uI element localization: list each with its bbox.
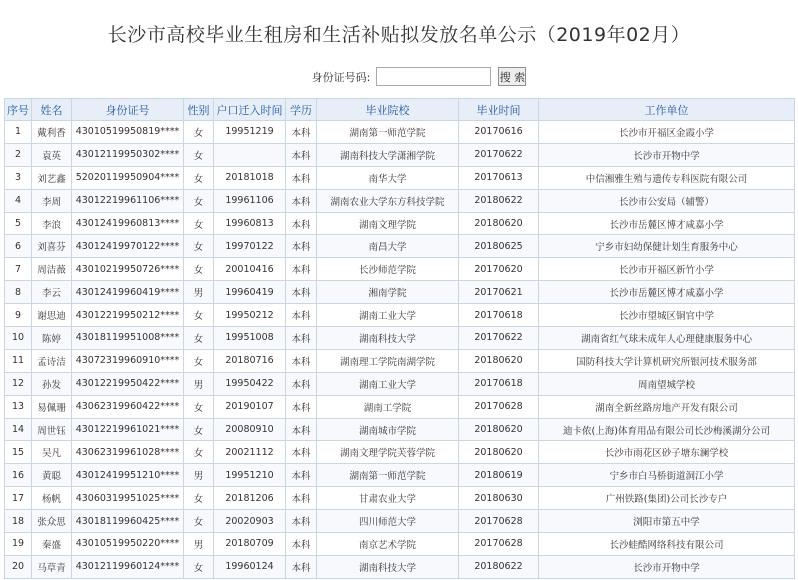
cell-degree: 本科 bbox=[286, 487, 317, 510]
cell-gender: 男 bbox=[184, 281, 214, 304]
cell-hukou-date: 19951210 bbox=[214, 464, 286, 487]
cell-gender: 女 bbox=[184, 418, 214, 441]
cell-employer: 长沙市望城区铜官中学 bbox=[539, 304, 795, 327]
table-row bbox=[5, 510, 795, 533]
cell-gender: 女 bbox=[184, 441, 214, 464]
cell-name: 孙发 bbox=[32, 372, 72, 395]
cell-degree: 本科 bbox=[286, 166, 317, 189]
cell-grad-date: 20170618 bbox=[459, 372, 539, 395]
cell-gender: 女 bbox=[184, 395, 214, 418]
cell-id-number: 43018119960425**** bbox=[72, 510, 184, 533]
cell-id-number: 43012219961106**** bbox=[72, 189, 184, 212]
cell-employer: 长沙市开物中学 bbox=[539, 143, 795, 166]
cell-name: 刘艺鑫 bbox=[32, 166, 72, 189]
cell-index: 6 bbox=[5, 235, 32, 258]
cell-name: 马草青 bbox=[32, 555, 72, 578]
cell-gender: 女 bbox=[184, 487, 214, 510]
cell-employer: 长沙市开福区新竹小学 bbox=[539, 258, 795, 281]
header-id-number: 身份证号 bbox=[72, 99, 184, 121]
cell-name: 易佩珊 bbox=[32, 395, 72, 418]
search-bar bbox=[0, 67, 798, 86]
header-name: 姓名 bbox=[32, 99, 72, 121]
cell-grad-date: 20180622 bbox=[459, 189, 539, 212]
cell-school: 湖南城市学院 bbox=[317, 418, 459, 441]
header-index: 序号 bbox=[5, 99, 32, 121]
cell-school: 湖南工业大学 bbox=[317, 372, 459, 395]
cell-id-number: 43012419970122**** bbox=[72, 235, 184, 258]
cell-name: 周世钰 bbox=[32, 418, 72, 441]
cell-employer: 长沙蛙酷网络科技有限公司 bbox=[539, 533, 795, 556]
table-row bbox=[5, 555, 795, 578]
cell-hukou-date: 19960419 bbox=[214, 281, 286, 304]
cell-index: 2 bbox=[5, 143, 32, 166]
cell-school: 甘肃农业大学 bbox=[317, 487, 459, 510]
cell-id-number: 43012219961021**** bbox=[72, 418, 184, 441]
cell-index: 7 bbox=[5, 258, 32, 281]
cell-index: 15 bbox=[5, 441, 32, 464]
header-degree: 学历 bbox=[286, 99, 317, 121]
cell-hukou-date: 20181206 bbox=[214, 487, 286, 510]
cell-id-number: 43012219950212**** bbox=[72, 304, 184, 327]
table-body bbox=[5, 121, 795, 579]
cell-employer: 迪卡侬(上海)体育用品有限公司长沙梅溪湖分公司 bbox=[539, 418, 795, 441]
cell-degree: 本科 bbox=[286, 533, 317, 556]
id-number-input[interactable] bbox=[376, 67, 491, 86]
cell-school: 湖南第一师范学院 bbox=[317, 464, 459, 487]
cell-school: 湖南第一师范学院 bbox=[317, 121, 459, 144]
cell-school: 湖南科技大学潇湘学院 bbox=[317, 143, 459, 166]
cell-grad-date: 20170621 bbox=[459, 281, 539, 304]
cell-degree: 本科 bbox=[286, 235, 317, 258]
cell-name: 刘喜芬 bbox=[32, 235, 72, 258]
cell-id-number: 43012419960419**** bbox=[72, 281, 184, 304]
cell-hukou-date: 20181018 bbox=[214, 166, 286, 189]
cell-hukou-date: 20020903 bbox=[214, 510, 286, 533]
cell-id-number: 43010519950819**** bbox=[72, 121, 184, 144]
cell-index: 14 bbox=[5, 418, 32, 441]
cell-name: 杨帆 bbox=[32, 487, 72, 510]
cell-degree: 本科 bbox=[286, 464, 317, 487]
cell-name: 戴利香 bbox=[32, 121, 72, 144]
cell-degree: 本科 bbox=[286, 212, 317, 235]
table-row bbox=[5, 212, 795, 235]
cell-gender: 女 bbox=[184, 327, 214, 350]
cell-hukou-date: 20180716 bbox=[214, 349, 286, 372]
cell-index: 16 bbox=[5, 464, 32, 487]
table-row bbox=[5, 533, 795, 556]
cell-degree: 本科 bbox=[286, 121, 317, 144]
cell-id-number: 43072319960910**** bbox=[72, 349, 184, 372]
cell-name: 李周 bbox=[32, 189, 72, 212]
search-button[interactable]: 搜 索 bbox=[498, 67, 526, 86]
cell-school: 南昌大学 bbox=[317, 235, 459, 258]
cell-gender: 女 bbox=[184, 304, 214, 327]
cell-school: 湖南理工学院南湖学院 bbox=[317, 349, 459, 372]
cell-degree: 本科 bbox=[286, 349, 317, 372]
table-row bbox=[5, 281, 795, 304]
header-hukou-date: 户口迁入时间 bbox=[214, 99, 286, 121]
cell-id-number: 43012419951210**** bbox=[72, 464, 184, 487]
header-employer: 工作单位 bbox=[539, 99, 795, 121]
cell-degree: 本科 bbox=[286, 510, 317, 533]
cell-school: 四川师范大学 bbox=[317, 510, 459, 533]
cell-gender: 男 bbox=[184, 372, 214, 395]
cell-name: 秦盛 bbox=[32, 533, 72, 556]
table-row bbox=[5, 349, 795, 372]
cell-grad-date: 20180620 bbox=[459, 212, 539, 235]
cell-gender: 女 bbox=[184, 189, 214, 212]
cell-hukou-date: 19970122 bbox=[214, 235, 286, 258]
cell-index: 13 bbox=[5, 395, 32, 418]
cell-index: 20 bbox=[5, 555, 32, 578]
cell-hukou-date: 19950212 bbox=[214, 304, 286, 327]
cell-degree: 本科 bbox=[286, 418, 317, 441]
cell-grad-date: 20180620 bbox=[459, 418, 539, 441]
table-row bbox=[5, 464, 795, 487]
cell-hukou-date: 19960124 bbox=[214, 555, 286, 578]
cell-name: 谢思迪 bbox=[32, 304, 72, 327]
table-row bbox=[5, 235, 795, 258]
cell-name: 黄聪 bbox=[32, 464, 72, 487]
cell-grad-date: 20180619 bbox=[459, 464, 539, 487]
cell-school: 长沙师范学院 bbox=[317, 258, 459, 281]
table-row bbox=[5, 395, 795, 418]
cell-degree: 本科 bbox=[286, 304, 317, 327]
cell-employer: 长沙市岳麓区博才咸嘉小学 bbox=[539, 281, 795, 304]
table-row bbox=[5, 441, 795, 464]
cell-employer: 湖南全新丝路房地产开发有限公司 bbox=[539, 395, 795, 418]
cell-hukou-date: 19961106 bbox=[214, 189, 286, 212]
cell-hukou-date: 19960813 bbox=[214, 212, 286, 235]
cell-grad-date: 20170622 bbox=[459, 143, 539, 166]
table-row bbox=[5, 121, 795, 144]
cell-id-number: 52020119950904**** bbox=[72, 166, 184, 189]
cell-employer: 长沙市雨花区砂子塘东澜学校 bbox=[539, 441, 795, 464]
cell-grad-date: 20170616 bbox=[459, 121, 539, 144]
cell-index: 11 bbox=[5, 349, 32, 372]
cell-grad-date: 20170618 bbox=[459, 304, 539, 327]
cell-school: 湖南科技大学 bbox=[317, 555, 459, 578]
cell-employer: 宁乡市妇幼保健计划生育服务中心 bbox=[539, 235, 795, 258]
cell-index: 18 bbox=[5, 510, 32, 533]
cell-grad-date: 20170628 bbox=[459, 395, 539, 418]
cell-index: 3 bbox=[5, 166, 32, 189]
cell-degree: 本科 bbox=[286, 189, 317, 212]
cell-index: 10 bbox=[5, 327, 32, 350]
cell-grad-date: 20180622 bbox=[459, 555, 539, 578]
cell-gender: 女 bbox=[184, 555, 214, 578]
cell-gender: 女 bbox=[184, 166, 214, 189]
cell-employer: 浏阳市第五中学 bbox=[539, 510, 795, 533]
cell-name: 袁英 bbox=[32, 143, 72, 166]
cell-name: 陈婷 bbox=[32, 327, 72, 350]
cell-gender: 女 bbox=[184, 121, 214, 144]
table-row bbox=[5, 372, 795, 395]
cell-hukou-date: 20180709 bbox=[214, 533, 286, 556]
cell-grad-date: 20170622 bbox=[459, 327, 539, 350]
cell-degree: 本科 bbox=[286, 327, 317, 350]
cell-school: 湖南文理学院 bbox=[317, 212, 459, 235]
table-row bbox=[5, 143, 795, 166]
cell-hukou-date: 20010416 bbox=[214, 258, 286, 281]
cell-degree: 本科 bbox=[286, 395, 317, 418]
cell-id-number: 43010519950220**** bbox=[72, 533, 184, 556]
cell-name: 李云 bbox=[32, 281, 72, 304]
page-title: 长沙市高校毕业生租房和生活补贴拟发放名单公示（2019年02月） bbox=[107, 24, 691, 46]
id-number-label: 身份证号码: bbox=[311, 70, 371, 84]
table-header-row bbox=[5, 99, 795, 121]
cell-name: 吴凡 bbox=[32, 441, 72, 464]
cell-index: 17 bbox=[5, 487, 32, 510]
cell-grad-date: 20170620 bbox=[459, 258, 539, 281]
cell-grad-date: 20170628 bbox=[459, 533, 539, 556]
header-school: 毕业院校 bbox=[317, 99, 459, 121]
cell-degree: 本科 bbox=[286, 258, 317, 281]
cell-gender: 女 bbox=[184, 510, 214, 533]
cell-degree: 本科 bbox=[286, 372, 317, 395]
cell-employer: 长沙市岳麓区博才咸嘉小学 bbox=[539, 212, 795, 235]
cell-name: 周洁薇 bbox=[32, 258, 72, 281]
cell-id-number: 43012119950302**** bbox=[72, 143, 184, 166]
cell-school: 湖南工学院 bbox=[317, 395, 459, 418]
table-row bbox=[5, 327, 795, 350]
cell-id-number: 43012219950422**** bbox=[72, 372, 184, 395]
cell-id-number: 43018119951008**** bbox=[72, 327, 184, 350]
cell-gender: 女 bbox=[184, 349, 214, 372]
cell-gender: 女 bbox=[184, 143, 214, 166]
cell-employer: 长沙市开福区金霞小学 bbox=[539, 121, 795, 144]
cell-id-number: 43012419960813**** bbox=[72, 212, 184, 235]
cell-employer: 长沙市公安局（辅警） bbox=[539, 189, 795, 212]
cell-employer: 周南望城学校 bbox=[539, 372, 795, 395]
cell-name: 张众思 bbox=[32, 510, 72, 533]
cell-index: 8 bbox=[5, 281, 32, 304]
cell-name: 孟诗洁 bbox=[32, 349, 72, 372]
table-row bbox=[5, 166, 795, 189]
cell-gender: 男 bbox=[184, 533, 214, 556]
cell-degree: 本科 bbox=[286, 441, 317, 464]
cell-employer: 宁乡市白马桥街道洞江小学 bbox=[539, 464, 795, 487]
table-row bbox=[5, 487, 795, 510]
applicant-table bbox=[4, 98, 795, 579]
cell-id-number: 43060319951025**** bbox=[72, 487, 184, 510]
cell-school: 湘南学院 bbox=[317, 281, 459, 304]
cell-index: 1 bbox=[5, 121, 32, 144]
cell-school: 湖南工业大学 bbox=[317, 304, 459, 327]
cell-hukou-date bbox=[214, 143, 286, 166]
cell-degree: 本科 bbox=[286, 143, 317, 166]
cell-employer: 中信湘雅生殖与遗传专科医院有限公司 bbox=[539, 166, 795, 189]
cell-school: 湖南农业大学东方科技学院 bbox=[317, 189, 459, 212]
cell-index: 9 bbox=[5, 304, 32, 327]
cell-employer: 湖南省红气球未成年人心理健康服务中心 bbox=[539, 327, 795, 350]
cell-gender: 男 bbox=[184, 464, 214, 487]
cell-grad-date: 20180620 bbox=[459, 349, 539, 372]
cell-id-number: 43062319961028**** bbox=[72, 441, 184, 464]
cell-gender: 女 bbox=[184, 212, 214, 235]
cell-school: 湖南科技大学 bbox=[317, 327, 459, 350]
cell-school: 湖南文理学院芙蓉学院 bbox=[317, 441, 459, 464]
cell-name: 李浪 bbox=[32, 212, 72, 235]
cell-gender: 女 bbox=[184, 235, 214, 258]
table-row bbox=[5, 418, 795, 441]
cell-hukou-date: 20190107 bbox=[214, 395, 286, 418]
cell-index: 12 bbox=[5, 372, 32, 395]
cell-degree: 本科 bbox=[286, 281, 317, 304]
cell-employer: 广州铁路(集团)公司长沙专户 bbox=[539, 487, 795, 510]
cell-gender: 女 bbox=[184, 258, 214, 281]
cell-degree: 本科 bbox=[286, 555, 317, 578]
cell-index: 4 bbox=[5, 189, 32, 212]
header-gender: 性别 bbox=[184, 99, 214, 121]
cell-school: 南京艺术学院 bbox=[317, 533, 459, 556]
cell-grad-date: 20180620 bbox=[459, 441, 539, 464]
cell-id-number: 43062319960422**** bbox=[72, 395, 184, 418]
cell-employer: 国防科技大学计算机研究所银河技术服务部 bbox=[539, 349, 795, 372]
cell-school: 南华大学 bbox=[317, 166, 459, 189]
cell-grad-date: 20180625 bbox=[459, 235, 539, 258]
cell-hukou-date: 20080910 bbox=[214, 418, 286, 441]
table-row bbox=[5, 189, 795, 212]
cell-grad-date: 20180630 bbox=[459, 487, 539, 510]
cell-hukou-date: 19950422 bbox=[214, 372, 286, 395]
cell-hukou-date: 19951008 bbox=[214, 327, 286, 350]
cell-id-number: 43012119960124**** bbox=[72, 555, 184, 578]
cell-hukou-date: 20021112 bbox=[214, 441, 286, 464]
table-row bbox=[5, 304, 795, 327]
cell-grad-date: 20170613 bbox=[459, 166, 539, 189]
cell-id-number: 43010219950726**** bbox=[72, 258, 184, 281]
cell-index: 19 bbox=[5, 533, 32, 556]
table-row bbox=[5, 258, 795, 281]
cell-hukou-date: 19951219 bbox=[214, 121, 286, 144]
header-grad-date: 毕业时间 bbox=[459, 99, 539, 121]
cell-employer: 长沙市开物中学 bbox=[539, 555, 795, 578]
cell-grad-date: 20170628 bbox=[459, 510, 539, 533]
cell-index: 5 bbox=[5, 212, 32, 235]
